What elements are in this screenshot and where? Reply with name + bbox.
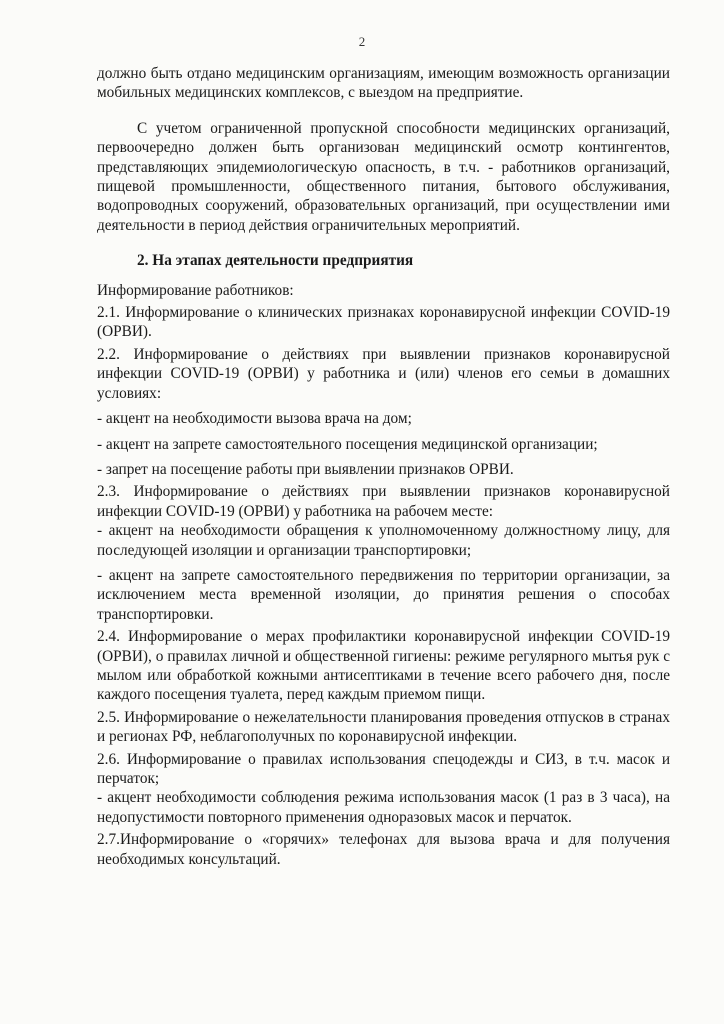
bullet-2-2-1: - акцент на необходимости вызова врача на дом; (97, 410, 412, 428)
paragraph-medical-exam: С учетом ограниченной пропускной способности медицинских организаций, первоочередно должен быть организован медицинский осмотр контингентов, представляющих эпидемиологическую опасность, в т.ч. - работников организаций, пищевой промышленности, общественного питания, бытового обслуживания, водопроводных сооружений, образовательных организаций, при осуществлении ими деятельности в период действия ограничительных мероприятий. (97, 119, 670, 234)
item-2-4: 2.4. Информирование о мерах профилактики коронавирусной инфекции COVID-19 (ОРВИ), о правилах личной и общественной гигиены: режиме регулярного мытья рук с мылом или обработкой кожными антисептиками в течение всего рабочего дня, после каждого посещения туалета, перед каждым приемом пищи. (97, 628, 670, 704)
page-number: 2 (358, 34, 366, 49)
intro-line: Информирование работников: (97, 281, 294, 299)
paragraph-continuation: должно быть отдано медицинским организациям, имеющим возможность организации мобильных медицинских комплексов, с выездом на предприятие. (97, 65, 670, 102)
item-2-5: 2.5. Информирование о нежелательности планирования проведения отпусков в странах и регионах РФ, неблагополучных по коронавирусной инфекции. (97, 708, 670, 746)
section-heading: 2. На этапах деятельности предприятия (137, 252, 414, 270)
item-2-7: 2.7.Информирование о «горячих» телефонах для вызова врача и для получения необходимых консультаций. (97, 831, 670, 868)
bullet-2-6-1: - акцент необходимости соблюдения режима использования масок (1 раз в 3 часа), на недопустимости повторного применения одноразовых масок и перчаток. (97, 789, 670, 826)
bullet-2-3-2: - акцент на запрете самостоятельного передвижения по территории организации, за исключением места временной изоляции, до принятия решения о способах транспортировки. (97, 566, 670, 623)
bullet-2-2-2: - акцент на запрете самостоятельного посещения медицинской организации; (97, 435, 598, 453)
bullet-2-2-3: - запрет на посещение работы при выявлении признаков ОРВИ. (97, 460, 514, 478)
item-2-1: 2.1. Информирование о клинических признаках коронавирусной инфекции COVID-19 (ОРВИ). (97, 304, 670, 341)
item-2-6: 2.6. Информирование о правилах использования спецодежды и СИЗ, в т.ч. масок и перчаток; (97, 750, 670, 787)
bullet-2-3-1: - акцент на необходимости обращения к уполномоченному должностному лицу, для последующей изоляции и организации транспортировки; (97, 522, 670, 559)
item-2-3: 2.3. Информирование о действиях при выявлении признаков коронавирусной инфекции COVID-19 (ОРВИ) у работника на рабочем месте: (97, 483, 670, 520)
document-body (97, 64, 670, 869)
item-2-2: 2.2. Информирование о действиях при выявлении признаков коронавирусной инфекции COVID-19 (ОРВИ) у работника и (или) членов его семьи в домашних условиях: (97, 345, 670, 402)
